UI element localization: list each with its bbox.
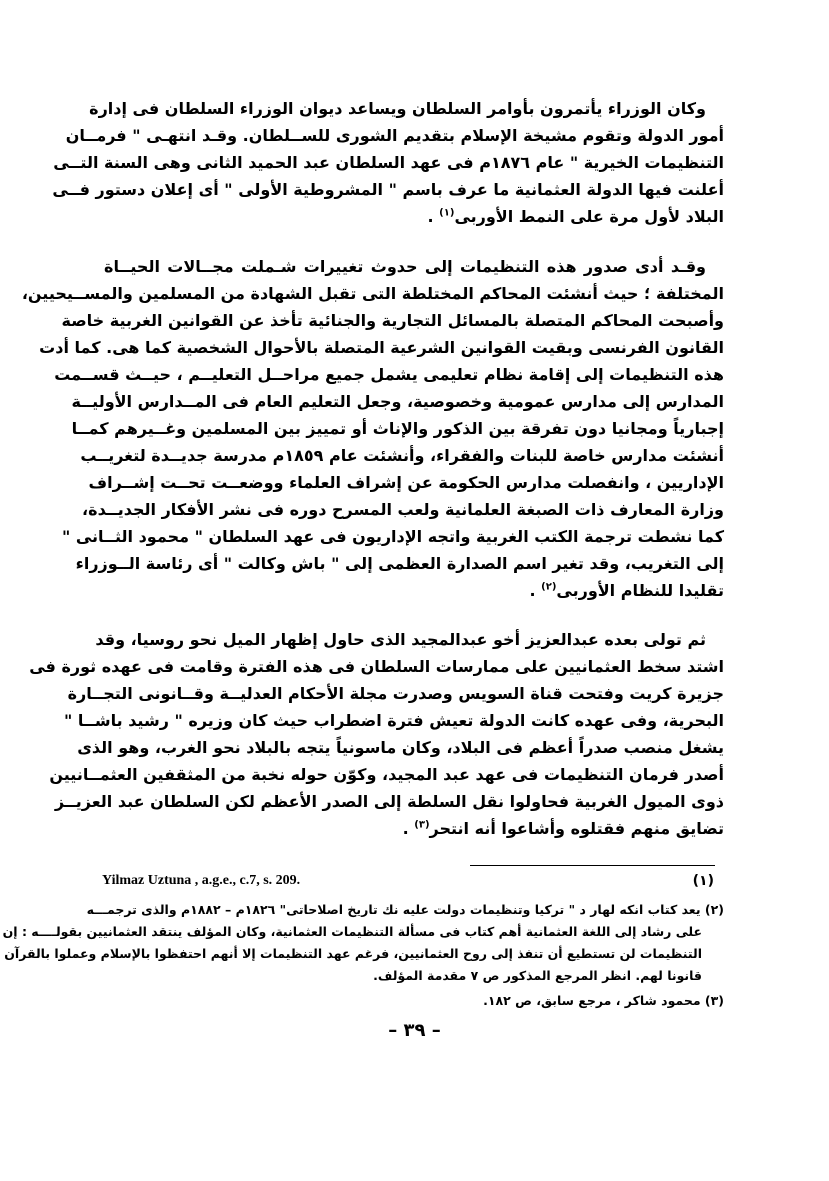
text-line: يشغل منصب صدراً أعظم فى البلاد، وكان ماسونياً يتجه بالبلاد نحو الغرب، وهو الذى xyxy=(77,738,724,757)
text-line: هذه التنظيمات إلى إقامة نظام تعليمى يشمل جميع مراحــل التعليــم ، حيــث قســمت xyxy=(54,365,724,384)
text-line: وأصبحت المحاكم المتصلة بالمسائل التجارية والجنائية تأخذ عن القوانين الغربية خاصة xyxy=(61,311,724,330)
line-text: تقليدا للنظام الأوربى xyxy=(556,581,724,600)
text-line: ثم تولى بعده عبدالعزيز أخو عبدالمجيد الذى حاول إظهار الميل نحو روسيا، وقد xyxy=(95,630,706,649)
text-line: البحرية، وفى عهده كانت الدولة تعيش فترة اضطراب حيث كان وزيره " رشيد باشــا " xyxy=(64,711,724,730)
text-line: القانون الفرنسى وبقيت القوانين الشرعية المتصلة بالأحوال الشخصية كما هى. كما أدت xyxy=(39,338,724,357)
footnote-3 xyxy=(102,990,724,1012)
footnote-2 xyxy=(2,899,724,987)
footnote-3-number: (٣) xyxy=(704,993,724,1008)
text-line: أمور الدولة وتقوم مشيخة الإسلام بتقديم الشورى للســلطان. وقـد انتهـى " فرمــان xyxy=(65,126,724,145)
text-line: أصدر فرمان التنظيمات فى عهد عبد المجيد، وكوّن حوله نخبة من المثقفين العثمــانيين xyxy=(49,765,724,784)
footnote-2-text: يعد كتاب انكه لهار د " تركيا وتنظيمات دولت عليه نك تاريخ اصلاحاتى" ١٨٢٦م – ١٨٨٢م والذى ترجمـــه xyxy=(86,902,701,917)
line-tail: . xyxy=(427,207,440,226)
text-line: المختلفة ؛ حيث أنشئت المحاكم المختلطة التى تقبل الشهادة من المسلمين والمســيحيين، xyxy=(21,284,724,303)
text-line: أعلنت فيها الدولة العثمانية ما عرف باسم " المشروطية الأولى " أى إعلان دستور فــى xyxy=(52,180,724,199)
footnote-reference: (٢) xyxy=(541,581,557,593)
footnote-3-text: محمود شاكر ، مرجع سابق، ص ١٨٢. xyxy=(483,993,701,1008)
footnote-line xyxy=(86,899,724,921)
line-text: البلاد لأول مرة على النمط الأوربى xyxy=(454,207,724,226)
footnote-line: على رشاد إلى اللغة العثمانية أهم كتاب فى مسألة التنظيمات العثمانية، وكان المؤلف ينتقد العثمانيين بقولــــه : إن xyxy=(2,924,702,939)
text-line: المدارس إلى مدارس عمومية وخصوصية، وجعل التعليم العام فى المــدارس الأوليــة xyxy=(71,392,724,411)
text-line: أنشئت مدارس خاصة للبنات والفقراء، وأنشئت عام ١٨٥٩م مدرسة جديــدة لتغريــب xyxy=(80,446,724,465)
line-tail: . xyxy=(529,581,542,600)
text-line: وقـد أدى صدور هذه التنظيمات إلى حدوث تغييرات شـملت مجــالات الحيــاة xyxy=(104,257,706,276)
text-line: وزارة المعارف ذات الصبغة العلمانية ولعب المسرح دوره فى نشر الأفكار الجديــدة، xyxy=(82,500,724,519)
text-line: وكان الوزراء يأتمرون بأوامر السلطان ويساعد ديوان الوزراء السلطان فى إدارة xyxy=(89,99,706,118)
paragraph-2 xyxy=(21,253,724,604)
text-line: التنظيمات الخيرية " عام ١٨٧٦م فى عهد السلطان عبد الحميد الثانى وهى السنة التــى xyxy=(53,153,724,172)
footnote-1-source: Yilmaz Uztuna , a.g.e., c.7, s. 209. xyxy=(102,873,301,888)
footnote-2-number: (٢) xyxy=(704,902,724,917)
footnote-line: قانونا لهم. انظر المرجع المذكور ص ٧ مقدمة المؤلف. xyxy=(373,968,702,983)
paragraph-3 xyxy=(29,626,724,842)
text-line: إلى التغريب، وقد تغير اسم الصدارة العظمى إلى " باش وكالت " أى رئاسة الــوزراء xyxy=(75,554,724,573)
footnote-reference: (٣) xyxy=(414,819,430,831)
footnote-line: التنظيمات لن تستطيع أن تنفذ إلى روح العثمانيين، فرغم عهد التنظيمات إلا أنهم احتفظوا بالإسلام وعملوا بالقرآن xyxy=(4,946,702,961)
text-line: إجبارياً ومجانيا دون تفرقة بين الذكور والإناث أو تمييز بين المسلمين وغــيرهم كمــا xyxy=(71,419,724,438)
text-line: اشتد سخط العثمانيين على ممارسات السلطان فى هذه الفترة وقامت فى عهده ثورة فى xyxy=(29,657,724,676)
text-line xyxy=(104,815,724,842)
footnote-separator xyxy=(470,865,715,866)
text-line xyxy=(104,203,724,230)
paragraph-1 xyxy=(52,95,724,230)
footnote-1-number: (١) xyxy=(692,873,714,889)
line-tail: . xyxy=(402,819,415,838)
text-line: كما نشطت ترجمة الكتب الغربية واتجه الإداريون فى عهد السلطان " محمود الثــانى " xyxy=(61,527,724,546)
footnote-1 xyxy=(102,870,714,896)
line-text: تضايق منهم فقتلوه وأشاعوا أنه انتحر xyxy=(429,819,724,838)
page-number: – ٣٩ – xyxy=(388,1020,441,1041)
text-line: الإداريين ، وانفصلت مدارس الحكومة عن إشراف العلماء ووضعــت تحــت إشــراف xyxy=(88,473,724,492)
footnote-reference: (١) xyxy=(439,207,455,219)
text-line: ذوى الميول الغربية فحاولوا نقل السلطة إلى الصدر الأعظم لكن السلطان عبد العزيــز xyxy=(54,792,724,811)
text-line xyxy=(104,577,724,604)
text-line: جزيرة كريت وفتحت قناة السويس وصدرت مجلة الأحكام العدليــة وقــانونى التجــارة xyxy=(67,684,724,703)
